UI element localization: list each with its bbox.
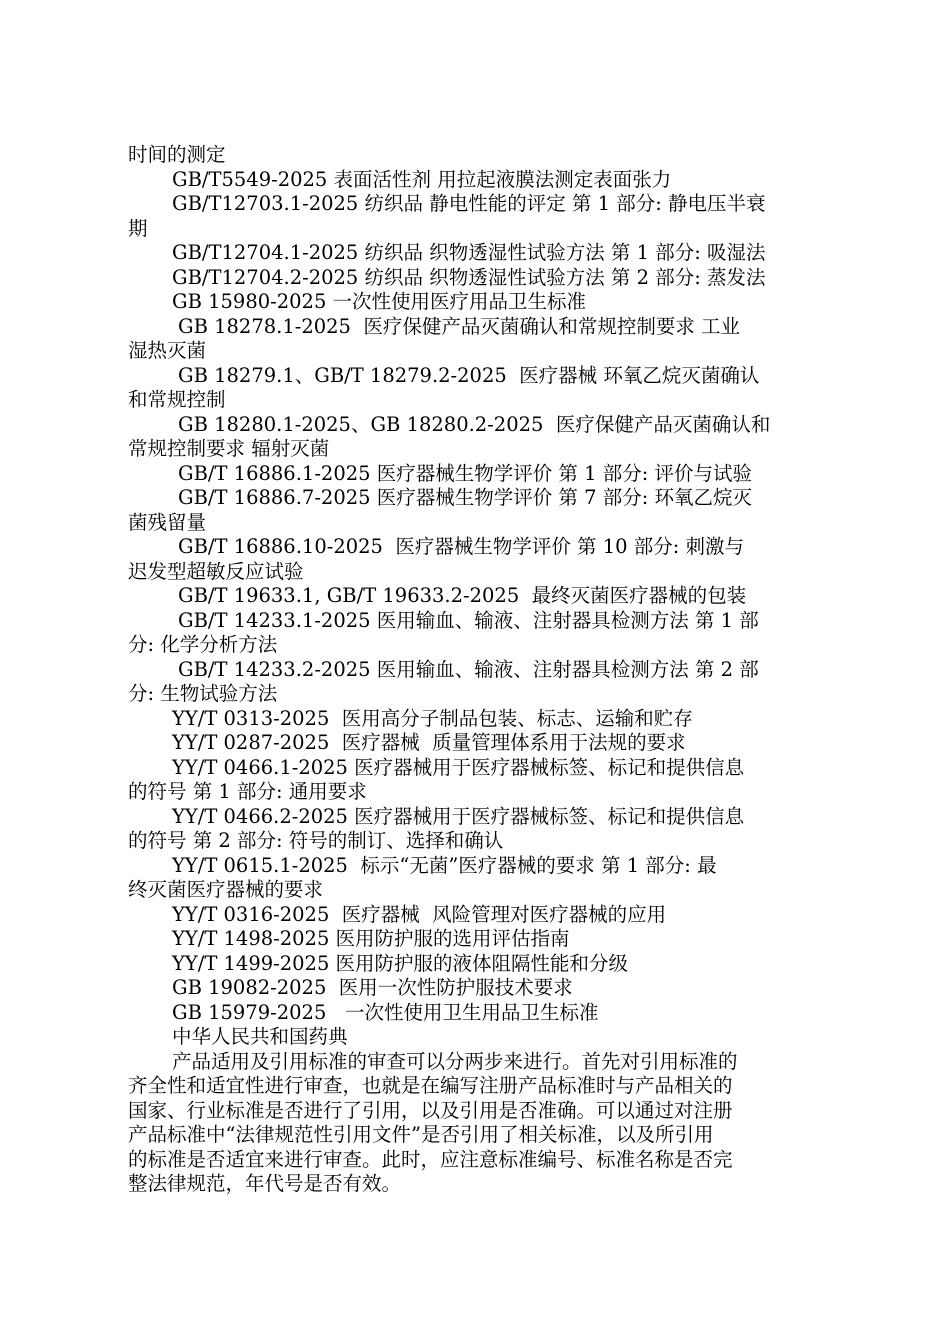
text-line: 分: 化学分析方法 [128, 633, 278, 656]
text-line: YY/T 0466.1-2025 医疗器械用于医疗器械标签、标记和提供信息 [172, 755, 745, 779]
text-line: 的标准是否适宜来进行审查。此时，应注意标准编号、标准名称是否完 [128, 1147, 733, 1171]
text-line: YY/T 0316-2025 医疗器械 风险管理对医疗器械的应用 [172, 902, 667, 926]
text-line: GB/T 16886.10-2025 医疗器械生物学评价 第 10 部分: 刺激与 [178, 535, 745, 558]
text-line: GB 18278.1-2025 医疗保健产品灭菌确认和常规控制要求 工业 [178, 314, 741, 338]
text-line: GB 18279.1、GB/T 18279.2-2025 医疗器械 环氧乙烷灭菌确认 [178, 363, 760, 387]
text-line: GB/T 14233.2-2025 医用输血、输液、注射器具检测方法 第 2 部 [178, 657, 759, 681]
text-line: 齐全性和适宜性进行审查，也就是在编写注册产品标准时与产品相关的 [128, 1074, 733, 1097]
text-line: 迟发型超敏反应试验 [128, 559, 304, 583]
text-line: YY/T 0287-2025 医疗器械 质量管理体系用于法规的要求 [172, 731, 686, 754]
text-line: GB/T12703.1-2025 纺织品 静电性能的评定 第 1 部分: 静电压半衰 [172, 192, 766, 215]
text-line: 分: 生物试验方法 [128, 682, 278, 705]
text-line: 期 [128, 216, 148, 240]
text-line: GB/T 16886.7-2025 医疗器械生物学评价 第 7 部分: 环氧乙烷灭 [178, 486, 753, 509]
text-line: 产品标准中“法律规范性引用文件”是否引用了相关标准，以及所引用 [128, 1123, 714, 1146]
document-page [128, 143, 828, 1197]
text-line: GB/T12704.1-2025 纺织品 织物透湿性试验方法 第 1 部分: 吸湿法 [172, 241, 766, 264]
text-line: YY/T 1499-2025 医用防护服的液体阻隔性能和分级 [172, 951, 629, 975]
text-line: 整法律规范，年代号是否有效。 [128, 1172, 402, 1195]
text-line: 的符号 第 1 部分: 通用要求 [128, 780, 367, 803]
text-line: 常规控制要求 辐射灭菌 [128, 437, 330, 460]
text-line: GB/T12704.2-2025 纺织品 织物透湿性试验方法 第 2 部分: 蒸发法 [172, 265, 766, 289]
text-line: 产品适用及引用标准的审查可以分两步来进行。首先对引用标准的 [172, 1049, 738, 1073]
text-line: 和常规控制 [128, 388, 226, 411]
text-line: 终灭菌医疗器械的要求 [128, 878, 324, 901]
text-line: 湿热灭菌 [128, 339, 207, 362]
text-line: 国家、行业标准是否进行了引用，以及引用是否准确。可以通过对注册 [128, 1098, 733, 1122]
text-line: 中华人民共和国药典 [172, 1025, 348, 1048]
text-line: GB 19082-2025 医用一次性防护服技术要求 [172, 976, 573, 999]
text-line: GB 18280.1-2025、GB 18280.2-2025 医疗保健产品灭菌确认和 [178, 412, 771, 436]
text-line: YY/T 0615.1-2025 标示“无菌”医疗器械的要求 第 1 部分: 最 [172, 853, 717, 877]
text-line: GB/T 14233.1-2025 医用输血、输液、注射器具检测方法 第 1 部 [178, 608, 759, 632]
text-line: 菌残留量 [128, 510, 207, 534]
text-line: YY/T 1498-2025 医用防护服的选用评估指南 [172, 927, 570, 950]
text-line: GB 15979-2025 一次性使用卫生用品卫生标准 [172, 1000, 599, 1024]
text-line: YY/T 0466.2-2025 医疗器械用于医疗器械标签、标记和提供信息 [172, 804, 745, 828]
text-line: GB/T5549-2025 表面活性剂 用拉起液膜法测定表面张力 [172, 167, 672, 191]
text-line: 的符号 第 2 部分: 符号的制订、选择和确认 [128, 829, 504, 852]
text-line: 时间的测定 [128, 143, 226, 166]
text-line: GB/T 19633.1, GB/T 19633.2-2025 最终灭菌医疗器械的包装 [178, 584, 747, 607]
text-line: GB 15980-2025 一次性使用医疗用品卫生标准 [172, 290, 587, 313]
text-line: YY/T 0313-2025 医用高分子制品包装、标志、运输和贮存 [172, 706, 693, 730]
text-line: GB/T 16886.1-2025 医疗器械生物学评价 第 1 部分: 评价与试验 [178, 461, 753, 485]
